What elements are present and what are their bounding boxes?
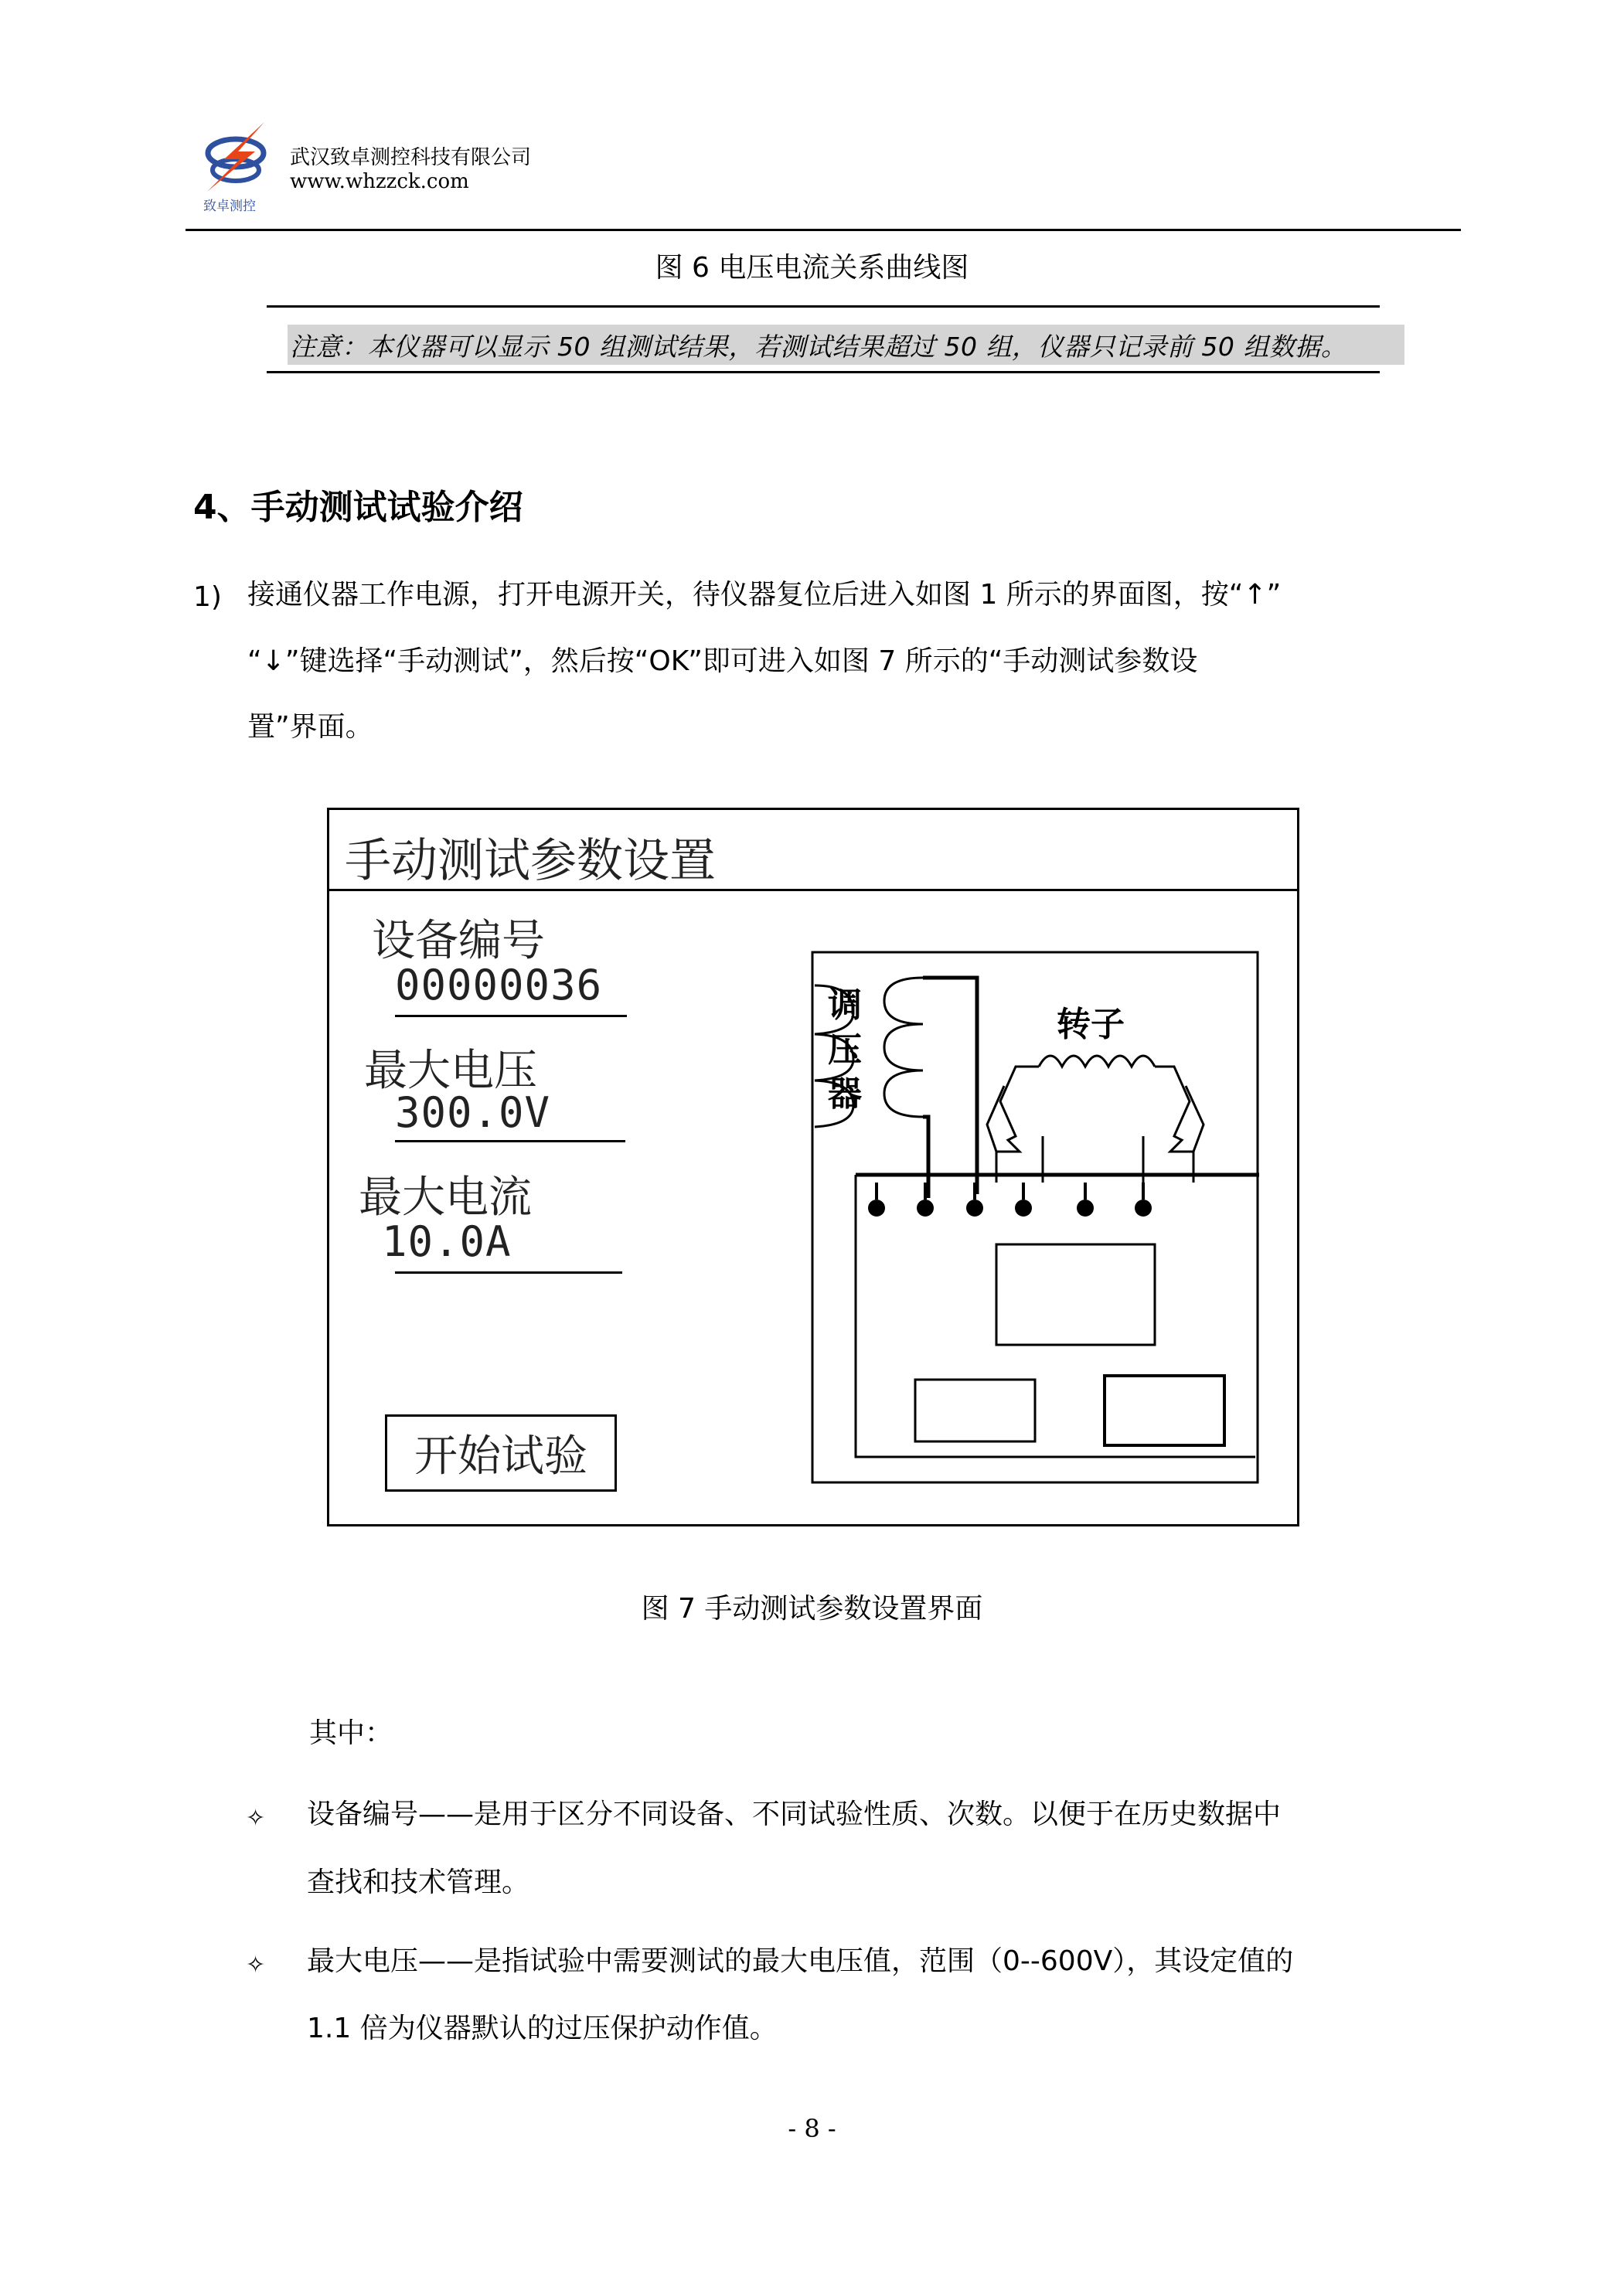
company-logo: [193, 114, 278, 199]
device-id-underline: [395, 1015, 627, 1017]
page-number: - 8 -: [788, 2114, 836, 2143]
rotor-brush-left: [987, 1067, 1039, 1152]
regulator-wire: [923, 978, 977, 1194]
note-top-rule: [267, 305, 1380, 308]
rotor-brush-right: [1155, 1067, 1204, 1152]
rotor-label: 转子: [1057, 1005, 1125, 1044]
max-current-field[interactable]: 10.0A: [382, 1217, 512, 1266]
paragraph-line: 置”界面。: [247, 711, 373, 743]
screen-title: 手动测试参数设置: [345, 834, 716, 888]
terminal-6: [1135, 1200, 1152, 1217]
max-current-underline: [395, 1271, 622, 1274]
bullet-line: 1.1 倍为仪器默认的过压保护动作值。: [307, 2013, 778, 2044]
logo-caption: 致卓测控: [203, 199, 256, 214]
note-bottom-rule: [267, 371, 1380, 373]
bullet-icon: ✧: [246, 1805, 266, 1832]
terminal-2: [917, 1200, 934, 1217]
bullet-line: 查找和技术管理。: [307, 1867, 530, 1898]
max-voltage-underline: [395, 1140, 625, 1142]
instrument-panel-right: [1105, 1376, 1224, 1445]
wiring-diagram: [811, 951, 1259, 1484]
instrument-panel-left: [915, 1380, 1035, 1441]
terminal-1: [868, 1200, 885, 1217]
device-id-label: 设备编号: [372, 916, 545, 966]
bullet-icon: ✧: [246, 1952, 266, 1979]
screen-titlebar: [329, 810, 1297, 891]
instrument-display: [996, 1244, 1155, 1345]
figure-7-caption: 图 7 手动测试参数设置界面: [641, 1593, 983, 1625]
paragraph-line: 接通仪器工作电源，打开电源开关，待仪器复位后进入如图 1 所示的界面图，按“↑”: [247, 579, 1282, 611]
figure-6-caption: 图 6 电压电流关系曲线图: [655, 252, 969, 284]
company-name: 武汉致卓测控科技有限公司: [290, 146, 532, 169]
regulator-label-1: 调: [828, 985, 862, 1025]
company-website: www.whzzck.com: [290, 170, 469, 193]
device-id-field[interactable]: 00000036: [395, 961, 603, 1009]
figure-7-screen: [327, 808, 1299, 1526]
terminal-3: [966, 1200, 983, 1217]
max-current-label: 最大电流: [359, 1172, 532, 1223]
note-text: 注意：本仪器可以显示 50 组测试结果，若测试结果超过 50 组，仪器只记录前 50 组数据。: [290, 332, 1347, 362]
max-voltage-label: 最大电压: [364, 1046, 537, 1096]
paragraph-line: “↓”键选择“手动测试”，然后按“OK”即可进入如图 7 所示的“手动测试参数设: [247, 645, 1198, 677]
list-number: 1): [193, 581, 222, 613]
regulator-label-2: 压: [828, 1030, 862, 1070]
bullet-line: 最大电压——是指试验中需要测试的最大电压值，范围（0--600V），其设定值的: [307, 1945, 1294, 1977]
terminal-5: [1077, 1200, 1094, 1217]
section-title: 4、手动测试试验介绍: [193, 488, 523, 527]
start-test-button[interactable]: 开始试验: [385, 1414, 617, 1492]
rotor-coil: [1039, 1056, 1155, 1067]
terminals: [868, 1200, 1152, 1217]
intro-text: 其中：: [309, 1717, 393, 1749]
max-voltage-field[interactable]: 300.0V: [395, 1088, 551, 1137]
terminal-4: [1015, 1200, 1032, 1217]
regulator-label-3: 器: [828, 1074, 862, 1114]
bullet-line: 设备编号——是用于区分不同设备、不同试验性质、次数。以便于在历史数据中: [307, 1799, 1282, 1830]
regulator-coil-right: [884, 978, 923, 1117]
header-divider: [186, 229, 1461, 231]
